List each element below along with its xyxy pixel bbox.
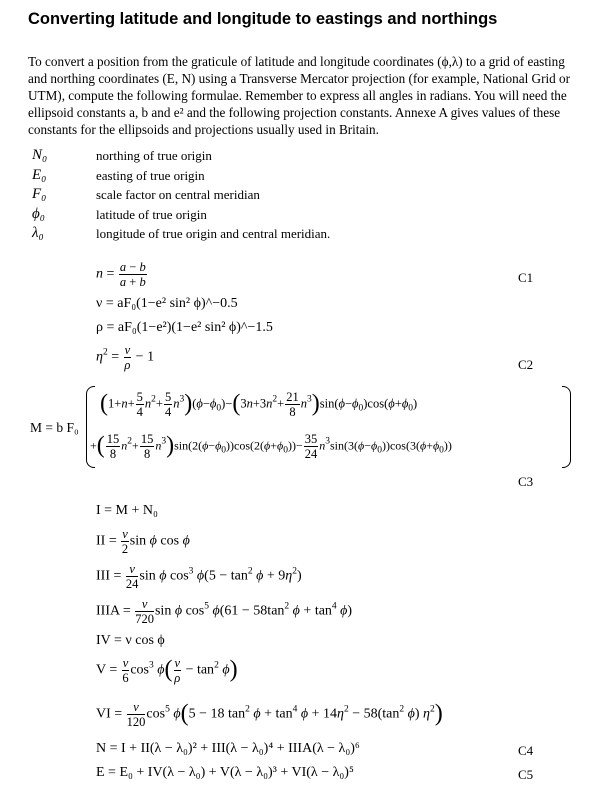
equation-VI: VI = $\frac{\nu}{120}$ $\cos^5 \phi(5 - 18$ $\tan^2 \phi + \tan^4 \phi + 14\eta^2 - 58(\tan^2$ ϕ) $\eta^2$) (96, 700, 443, 729)
equation-nu: ν = aF₀(1−e² sin² ϕ)^−0.5 (96, 296, 238, 311)
constant-symbol: N₀ (32, 147, 48, 163)
constant-desc: longitude of true origin and central meridian. (96, 226, 331, 241)
equation-III: III = $\frac{\nu}{24}$ sin ϕ $\cos^3 \phi(5 - \tan^2 \phi + 9\eta^2)$ (96, 562, 302, 591)
constant-symbol: F₀ (32, 186, 47, 202)
constant-desc: easting of true origin (96, 167, 205, 183)
equation-V: V = $\frac{\nu}{6}$ $\cos^3 \phi$( $\frac{\nu}{\rho}$ − $\tan^2 \phi$) (96, 656, 238, 685)
equation-m-line1: (1+n+ $\frac{5}{4}$ $n^2+$ $\frac{5}{4}$ $n^3)(\phi-\phi_0)-(3n+3n^2+$ $\frac{21}{8}$ $n^3)\sin(\phi-\phi_0)\cos(\phi+\phi_0)$ (100, 390, 418, 419)
equation-II: II = $\frac{\nu}{2}$ sin ϕ cos ϕ (96, 527, 190, 556)
constant-symbol: λ₀ (32, 225, 44, 241)
label-c3: C3 (518, 474, 534, 489)
equation-E: E = E₀ + IV(λ − λ₀) + V(λ − λ₀)³ + VI(λ − λ₀)⁵ (96, 765, 354, 780)
big-paren-right (562, 386, 571, 468)
label-c2: C2 (518, 357, 534, 372)
constant-desc: latitude of true origin (96, 206, 207, 222)
equation-eta: $\eta^2$ = $\frac{\nu}{\rho}$ − 1 (96, 343, 155, 372)
intro-paragraph: To convert a position from the graticule of latitude and longitude coordinates (ϕ,λ) to a grid of easting and northing coordinates (E, N) using a Transverse Mercator projection (for example, National Grid or UTM), compute the following formulae. Remember to express all angles in radians. You will need the ellipsoid constants a, b and e² and the following projection constants. Annexe A gives values of these constants for the ellipsoids and projections usually used in Britain. (28, 54, 571, 137)
equation-m-lhs: M = b F₀ (30, 420, 79, 435)
label-c5: C5 (518, 767, 534, 782)
equation-m-line2: +( $\frac{15}{8}$ $n^2+$ $\frac{15}{8}$ $n^3)\sin(2(\phi-\phi_0))\cos(2(\phi+\phi_0))-$ $\frac{35}{24}$ $n^3\sin(3(\phi-\phi_0))\cos(3(\phi+\phi_0))$ (90, 432, 452, 461)
equation-N: N = I + II(λ − λ₀)² + III(λ − λ₀)⁴ + IIIA(λ − λ₀)⁶ (96, 741, 360, 756)
equation-I: I = M + N₀ (96, 503, 158, 518)
constant-desc: scale factor on central meridian (96, 187, 260, 202)
label-c1: C1 (518, 270, 534, 285)
equation-n: n = $\frac{a - b}{a + b}$ (96, 260, 146, 289)
equation-IIIA: IIIA = $\frac{\nu}{720}$ sin ϕ $\cos^5 \phi(61 - 58\tan^2$ $\phi + \tan^4 \phi$) (96, 597, 353, 626)
label-c4: C4 (518, 743, 534, 758)
equation-IV: IV = ν cos ϕ (96, 633, 165, 648)
constant-symbol: E₀ (32, 166, 47, 183)
equation-rho: ρ = aF₀(1−e²)(1−e² sin² ϕ)^−1.5 (96, 320, 273, 335)
page-title: Converting latitude and longitude to eastings and northings (28, 10, 498, 28)
constant-desc: northing of true origin (96, 148, 212, 163)
constant-symbol: ϕ₀ (32, 205, 45, 222)
